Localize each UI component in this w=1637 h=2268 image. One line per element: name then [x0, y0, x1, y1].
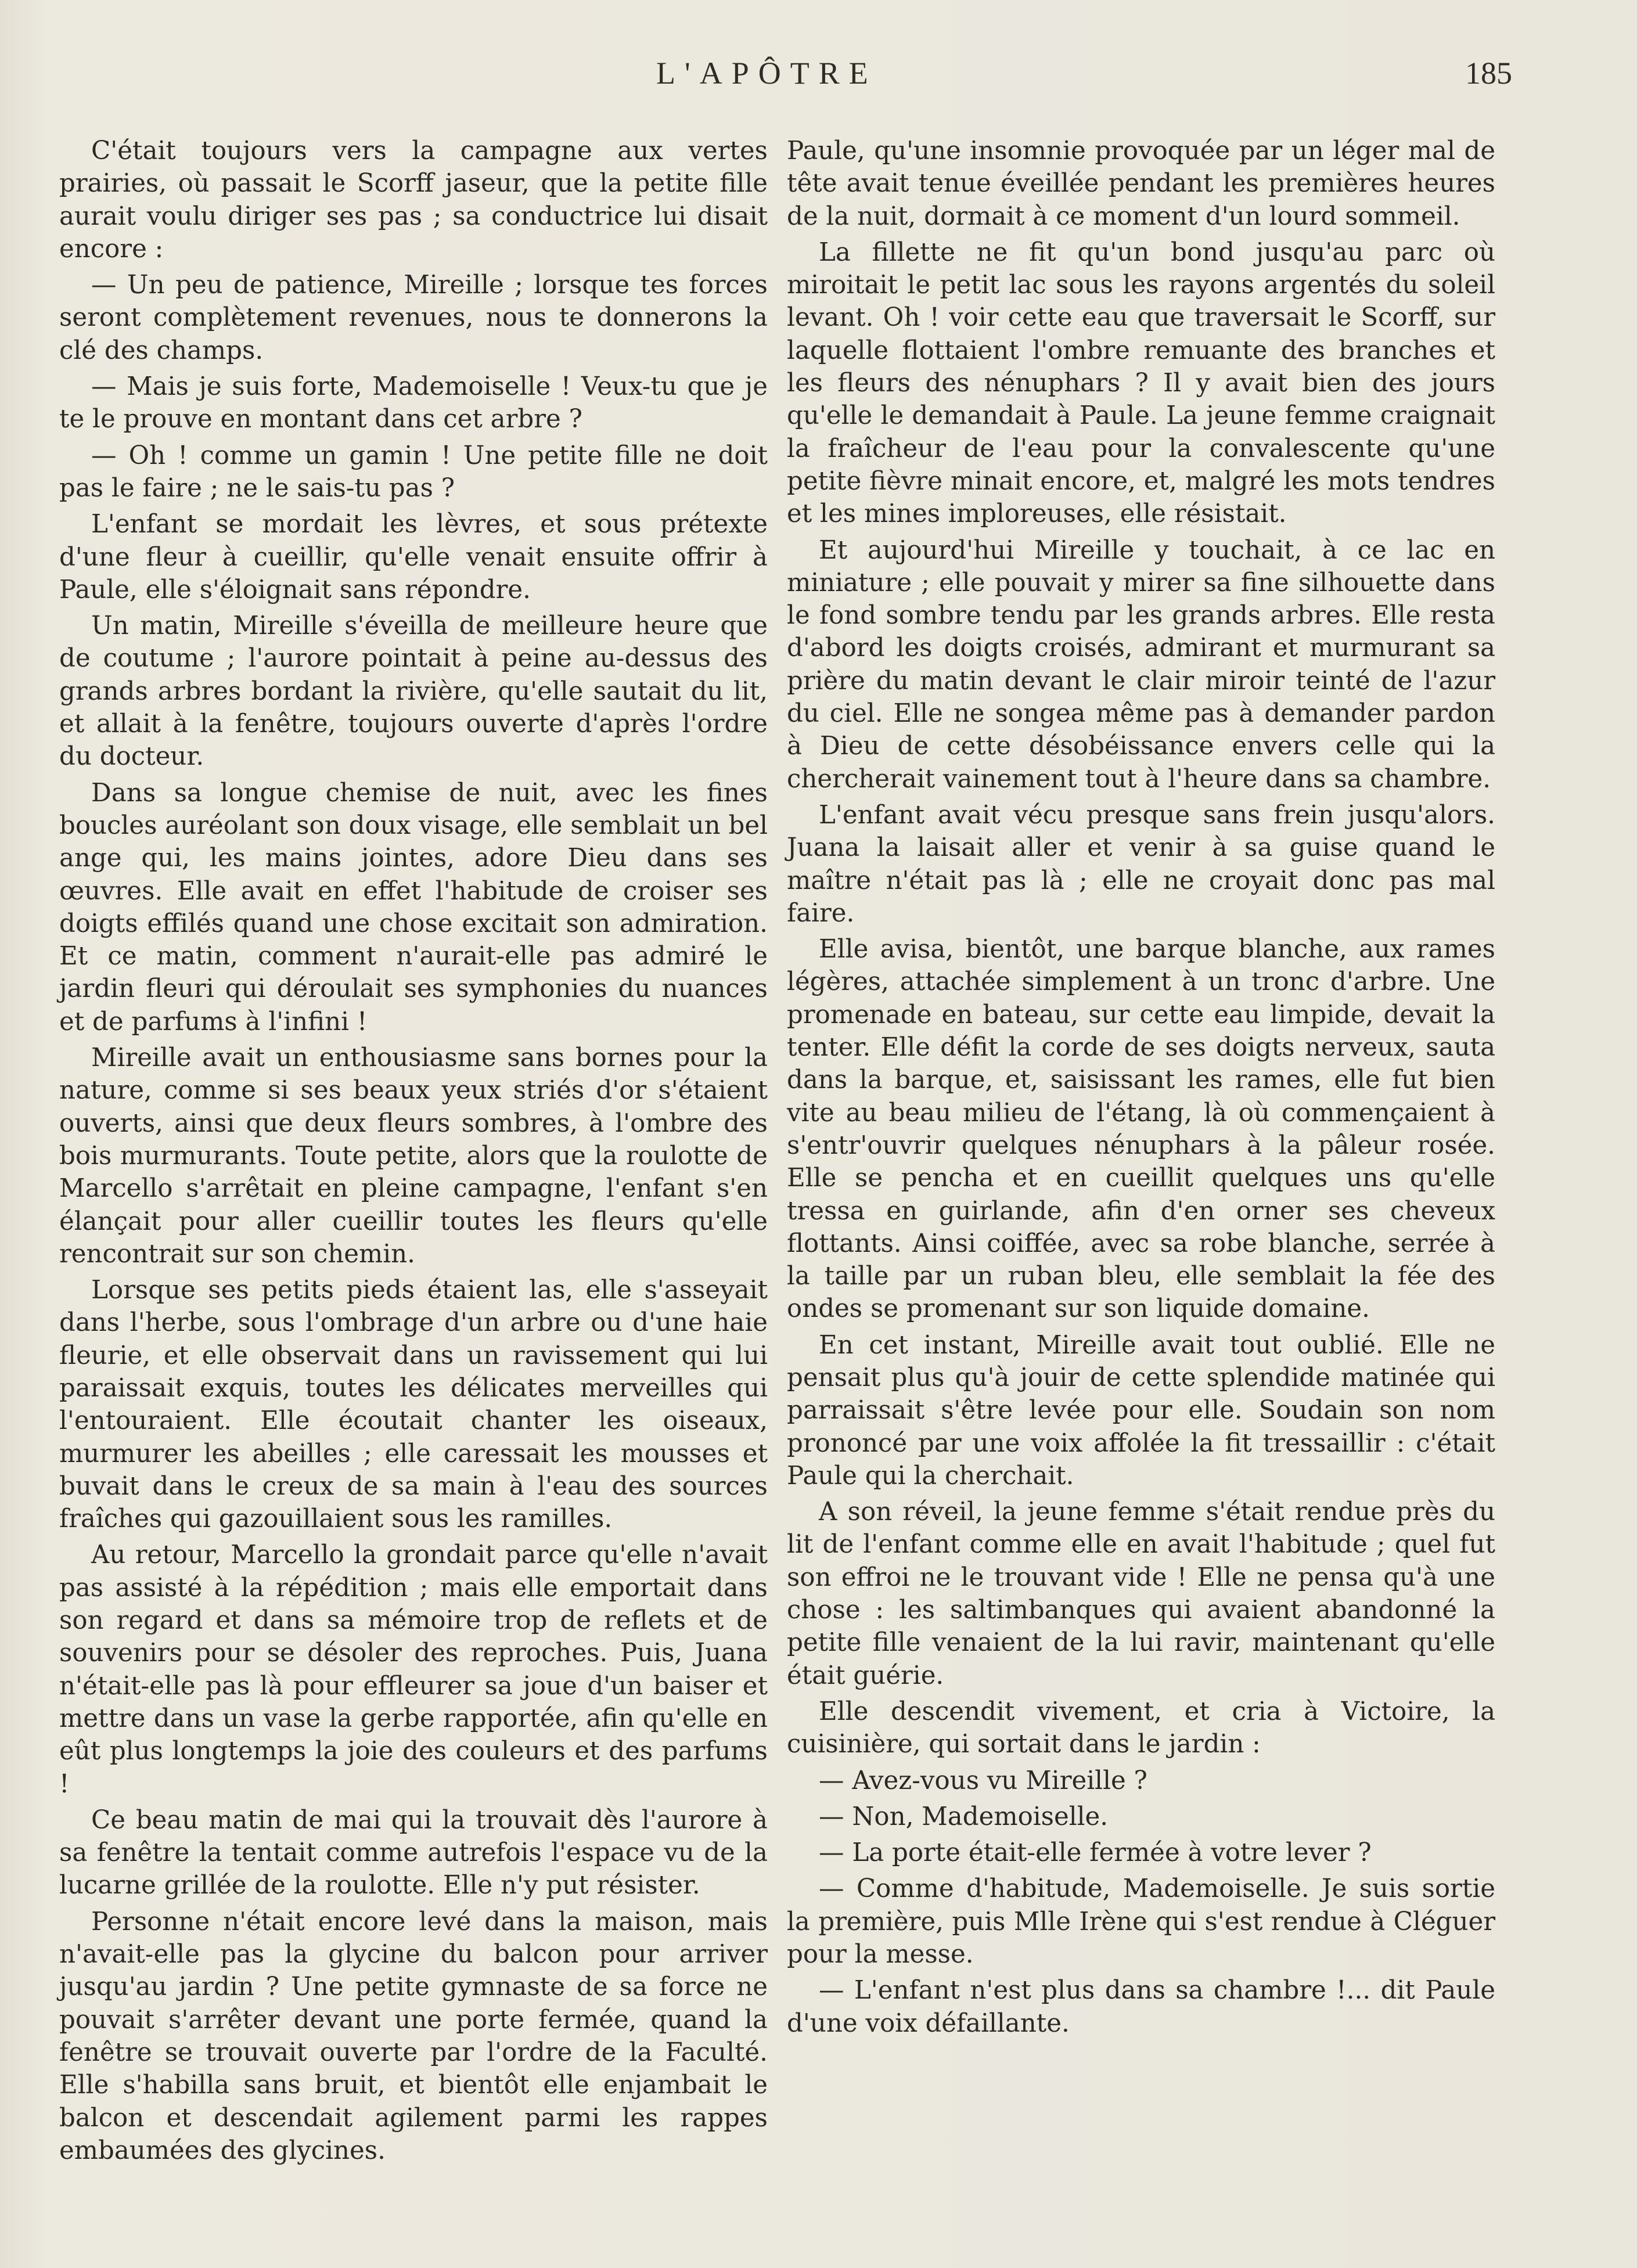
paragraph: — Mais je suis forte, Mademoiselle ! Veux-tu que je te le prouve en montant dans cet arbre ?: [59, 372, 768, 434]
paragraph: L'enfant se mordait les lèvres, et sous prétexte d'une fleur à cueillir, qu'elle venait ensuite offrir à Paule, elle s'éloignait sans répondre.: [59, 510, 768, 604]
paragraph: Mireille avait un enthousiasme sans bornes pour la nature, comme si ses beaux yeux striés d'or s'étaient ouverts, ainsi que deux fleurs sombres, à l'ombre des bois murmurants. Toute petite, alors que la roulotte de Marcello s'arrêtait en pleine campagne, l'enfant s'en élançait pour aller cueillir toutes les fleurs qu'elle rencontrait sur son chemin.: [59, 1043, 768, 1269]
paragraph: — L'enfant n'est plus dans sa chambre !... dit Paule d'une voix défaillante.: [787, 1976, 1495, 2038]
paragraph: Lorsque ses petits pieds étaient las, elle s'asseyait dans l'herbe, sous l'ombrage d'un arbre ou d'une haie fleurie, et elle observait dans un ravissement qui lui paraissait exquis, toutes les délicates merveilles qui l'entouraient. Elle écoutait chanter les oiseaux, murmurer les abeilles ; elle caressait les mousses et buvait dans le creux de sa main à l'eau des sources fraîches qui gazouillaient sous les ramilles.: [59, 1276, 768, 1534]
paragraph: L'enfant avait vécu presque sans frein jusqu'alors. Juana la laisait aller et venir à sa guise quand le maître n'était pas là ; elle ne croyait donc pas mal faire.: [787, 800, 1495, 928]
paragraph: A son réveil, la jeune femme s'était rendue près du lit de l'enfant comme elle en avait l'habitude ; quel fut son effroi ne le trouvant vide ! Elle ne pensa qu'à une chose : les saltimbanques qui avaient abandonné la petite fille venaient de la lui ravir, maintenant qu'elle était guérie.: [787, 1497, 1495, 1690]
paragraph: Elle descendit vivement, et cria à Victoire, la cuisinière, qui sortait dans le jardin :: [787, 1697, 1495, 1759]
paragraph: Elle avisa, bientôt, une barque blanche, aux rames légères, attachée simplement à un tronc d'arbre. Une promenade en bateau, sur cette eau limpide, devait la tenter. Elle défit la corde de ses doigts nerveux, sauta dans la barque, et, saisissant les rames, elle fut bien vite au beau milieu de l'étang, là où commençaient à s'entr'ouvrir quelques nénuphars à la pâleur rosée. Elle se pencha et en cueillit quelques uns qu'elle tressa en guirlande, afin d'en orner ses cheveux flottants. Ainsi coiffée, avec sa robe blanche, serrée à la taille par un ruban bleu, elle semblait la fée des ondes se promenant sur son liquide domaine.: [787, 935, 1495, 1324]
paragraph: Paule, qu'une insomnie provoquée par un léger mal de tête avait tenue éveillée pendant les premières heures de la nuit, dormait à ce moment d'un lourd sommeil.: [787, 136, 1495, 231]
paragraph: Et aujourd'hui Mireille y touchait, à ce lac en miniature ; elle pouvait y mirer sa fine silhouette dans le fond sombre tendu par les grands arbres. Elle resta d'abord les doigts croisés, admirant et murmurant sa prière du matin devant le clair miroir teinté de l'azur du ciel. Elle ne songea même pas à demander pardon à Dieu de cette désobéissance envers celle qui la chercherait vainement tout à l'heure dans sa chambre.: [787, 535, 1495, 794]
paragraph: — Non, Mademoiselle.: [819, 1802, 1109, 1831]
paragraph: Un matin, Mireille s'éveilla de meilleure heure que de coutume ; l'aurore pointait à peine au-dessus des grands arbres bordant la rivière, qu'elle sautait du lit, et allait à la fenêtre, toujours ouverte d'après l'ordre du docteur.: [59, 611, 768, 772]
paragraph: — La porte était-elle fermée à votre lever ?: [819, 1838, 1372, 1868]
running-head: [0, 55, 1637, 102]
left-column: [59, 135, 768, 2170]
paragraph: Ce beau matin de mai qui la trouvait dès l'aurore à sa fenêtre la tentait comme autrefois l'espace vu de la lucarne grillée de la roulotte. Elle n'y put résister.: [59, 1805, 768, 1900]
page-number: 185: [1465, 56, 1512, 91]
paragraph: C'était toujours vers la campagne aux vertes prairies, où passait le Scorff jaseur, que la petite fille aurait voulu diriger ses pas ; sa conductrice lui disait encore :: [59, 136, 768, 264]
running-title: L'APÔTRE: [656, 56, 877, 91]
paragraph: En cet instant, Mireille avait tout oublié. Elle ne pensait plus qu'à jouir de cette splendide matinée qui parraissait s'être levée pour elle. Soudain son nom prononcé par une voix affolée la fit tressaillir : c'était Paule qui la cherchait.: [787, 1330, 1495, 1491]
paragraph: Personne n'était encore levé dans la maison, mais n'avait-elle pas la glycine du balcon pour arriver jusqu'au jardin ? Une petite gymnaste de sa force ne pouvait s'arrêter devant une porte fermée, quand la fenêtre se trouvait ouverte par l'ordre de la Faculté. Elle s'habilla sans bruit, et bientôt elle enjambait le balcon et descendait agilement parmi les rappes embaumées des glycines.: [59, 1907, 768, 2165]
paragraph: Au retour, Marcello la grondait parce qu'elle n'avait pas assisté à la répédition ; mais elle emportait dans son regard et dans sa mémoire trop de reflets et de souvenirs pour se désoler des reproches. Puis, Juana n'était-elle pas là pour effleurer sa joue d'un baiser et mettre dans un vase la gerbe rapportée, afin qu'elle en eût plus longtemps la joie des couleurs et des parfums !: [59, 1540, 768, 1799]
paragraph: — Avez-vous vu Mireille ?: [819, 1766, 1147, 1795]
paragraph: — Oh ! comme un gamin ! Une petite fille ne doit pas le faire ; ne le sais-tu pas ?: [59, 441, 768, 503]
paragraph: — Comme d'habitude, Mademoiselle. Je suis sortie la première, puis Mlle Irène qui s'est rendue à Cléguer pour la messe.: [787, 1874, 1495, 1970]
right-column: [787, 135, 1495, 2043]
paragraph: La fillette ne fit qu'un bond jusqu'au parc où miroitait le petit lac sous les rayons argentés du soleil levant. Oh ! voir cette eau que traversait le Scorff, sur laquelle flottaient l'ombre remuante des branches et les fleurs des nénuphars ? Il y avait bien des jours qu'elle le demandait à Paule. La jeune femme craignait la fraîcheur de l'eau pour la convalescente qu'une petite fièvre minait encore, et, malgré les mots tendres et les mines imploreuses, elle résistait.: [787, 237, 1495, 529]
paragraph: — Un peu de patience, Mireille ; lorsque tes forces seront complètement revenues, nous te donnerons la clé des champs.: [59, 271, 768, 365]
paragraph: Dans sa longue chemise de nuit, avec les fines boucles auréolant son doux visage, elle semblait un bel ange qui, les mains jointes, adore Dieu dans ses œuvres. Elle avait en effet l'habitude de croiser ses doigts effilés quand une chose excitait son admiration. Et ce matin, comment n'aurait-elle pas admiré le jardin fleuri qui déroulait ses symphonies du nuances et de parfums à l'infini !: [59, 778, 768, 1036]
